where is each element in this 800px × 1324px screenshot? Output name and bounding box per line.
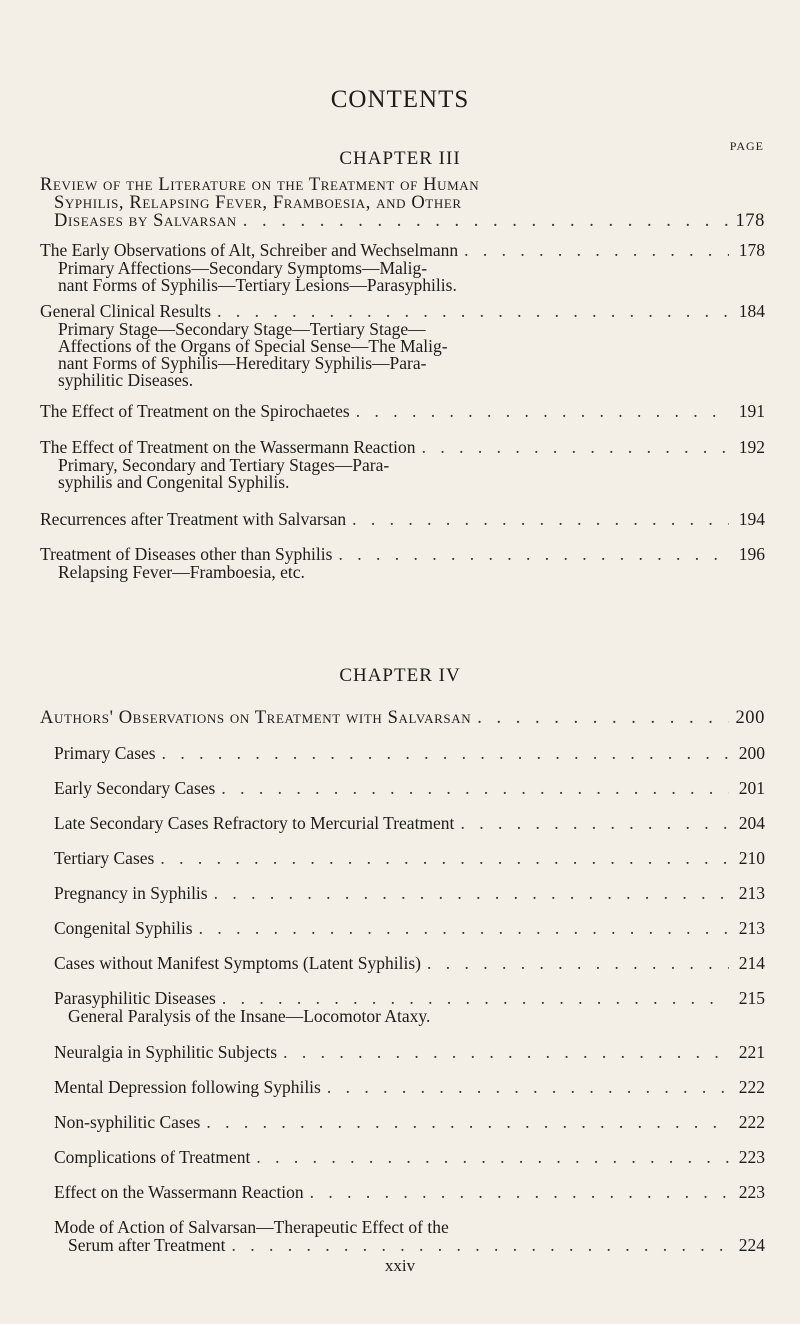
leader-dots: [458, 241, 729, 259]
toc-entry: [54, 954, 765, 972]
leader-dots: [471, 709, 729, 727]
general-subentries: [58, 321, 758, 389]
leader-dots: [454, 814, 729, 832]
sub-line: syphilis and Congenital Syphilis.: [58, 472, 290, 492]
leader-dots: [211, 302, 729, 320]
entry-page: 201: [738, 778, 765, 798]
entry-page: 204: [738, 813, 765, 833]
entry-page: 222: [738, 1077, 765, 1097]
chapter-3-heading: CHAPTER III: [339, 148, 461, 169]
page-title: CONTENTS: [330, 86, 470, 113]
entry-label: Parasyphilitic Diseases: [54, 988, 216, 1008]
wass-subentries: [58, 457, 758, 491]
recur-page: 194: [738, 509, 765, 529]
toc-entry: [54, 1043, 765, 1061]
toc-entry-authors: [40, 709, 765, 727]
mode-line-1: Mode of Action of Salvarsan—Therapeutic Effect of the: [54, 1217, 449, 1237]
general-label: General Clinical Results: [40, 301, 212, 321]
entry-page: 222: [738, 1112, 765, 1132]
sub-line: Relapsing Fever—Framboesia, etc.: [58, 562, 305, 582]
entry-label: Effect on the Wassermann Reaction: [54, 1182, 304, 1202]
entry-label: Early Secondary Cases: [54, 778, 216, 798]
leader-dots: [154, 849, 729, 867]
leader-dots: [237, 212, 729, 230]
entry-page: 215: [738, 988, 765, 1008]
leader-dots: [277, 1043, 729, 1061]
entry-page: 214: [738, 953, 765, 973]
sub-line: Primary Stage—Secondary Stage—Tertiary Stage—: [58, 319, 426, 339]
early-obs-subentries: [58, 260, 758, 294]
toc-entry: [54, 884, 765, 902]
entry-page: 223: [738, 1182, 765, 1202]
entry-page: 210: [738, 848, 765, 868]
review-line-3: Diseases by Salvarsan: [54, 211, 237, 231]
leader-dots: [216, 989, 729, 1007]
toc-entry-wassermann: [40, 438, 765, 456]
spiro-page: 191: [738, 401, 765, 421]
toc-entry-early-observations: [40, 241, 765, 259]
entry-label: Complications of Treatment: [54, 1147, 251, 1167]
leader-dots: [421, 954, 729, 972]
toc-entry: [54, 814, 765, 832]
chapter-4-heading: CHAPTER IV: [339, 665, 461, 686]
wass-page: 192: [738, 437, 765, 457]
early-obs-page: 178: [738, 240, 765, 260]
toc-entry: [54, 989, 765, 1007]
sub-line: General Paralysis of the Insane—Locomotor Ataxy.: [68, 1006, 431, 1026]
page-folio: xxiv: [384, 1256, 416, 1275]
sub-line: Primary, Secondary and Tertiary Stages—Para-: [58, 455, 390, 475]
leader-dots: [346, 510, 729, 528]
entry-label: Primary Cases: [54, 743, 156, 763]
mode-line-2: Serum after Treatment: [68, 1235, 226, 1255]
sub-line: nant Forms of Syphilis—Hereditary Syphilis—Para-: [58, 353, 427, 373]
authors-page: 200: [735, 708, 765, 728]
recur-label: Recurrences after Treatment with Salvarsan: [40, 509, 347, 529]
sub-line: Primary Affections—Secondary Symptoms—Malig-: [58, 258, 428, 278]
early-obs-label: The Early Observations of Alt, Schreiber and Wechselmann: [40, 240, 459, 260]
entry-label: Non-syphilitic Cases: [54, 1112, 201, 1132]
other-subentries: [58, 564, 758, 581]
toc-entry-mode-of-action: [54, 1218, 765, 1254]
sub-line: Affections of the Organs of Special Sense—The Malig-: [58, 336, 448, 356]
entry-page: 200: [738, 743, 765, 763]
review-line-1: Review of the Literature on the Treatment of Human: [40, 175, 480, 195]
entry-page: 213: [738, 883, 765, 903]
leader-dots: [250, 1148, 729, 1166]
toc-entry: [54, 1113, 765, 1131]
entry-label: Cases without Manifest Symptoms (Latent Syphilis): [54, 953, 421, 973]
mode-page: 224: [738, 1235, 765, 1255]
entry-label: Neuralgia in Syphilitic Subjects: [54, 1042, 278, 1062]
toc-entry-recurrences: [40, 510, 765, 528]
leader-dots: [200, 1113, 729, 1131]
entry-page: 213: [738, 918, 765, 938]
toc-entry: [54, 1183, 765, 1201]
toc-entry: [54, 779, 765, 797]
toc-entry: [54, 1078, 765, 1096]
leader-dots: [208, 884, 729, 902]
toc-entry-spirochaetes: [40, 402, 765, 420]
toc-entry: [54, 1148, 765, 1166]
entry-label: Mental Depression following Syphilis: [54, 1077, 321, 1097]
spiro-label: The Effect of Treatment on the Spirochaetes: [40, 401, 350, 421]
leader-dots: [156, 744, 729, 762]
entry-page: 223: [738, 1147, 765, 1167]
entry-page: 221: [738, 1042, 765, 1062]
other-page: 196: [738, 544, 765, 564]
entry-label: Late Secondary Cases Refractory to Mercurial Treatment: [54, 813, 455, 833]
authors-label: Authors' Observations on Treatment with Salvarsan: [40, 708, 472, 728]
leader-dots: [321, 1078, 729, 1096]
wass-label: The Effect of Treatment on the Wassermann Reaction: [40, 437, 416, 457]
entry-label: Tertiary Cases: [54, 848, 155, 868]
parasyph-subentries: [68, 1008, 768, 1025]
leader-dots: [225, 1236, 729, 1254]
review-page: 178: [735, 211, 765, 231]
toc-entry-general-results: [40, 302, 765, 320]
leader-dots: [215, 779, 729, 797]
entry-label: Congenital Syphilis: [54, 918, 193, 938]
sub-line: syphilitic Diseases.: [58, 370, 194, 390]
leader-dots: [304, 1183, 729, 1201]
general-page: 184: [738, 301, 765, 321]
sub-line: nant Forms of Syphilis—Tertiary Lesions—Parasyphilis.: [58, 275, 457, 295]
toc-entry-other-diseases: [40, 545, 765, 563]
leader-dots: [332, 545, 729, 563]
toc-entry: [54, 849, 765, 867]
leader-dots: [416, 438, 729, 456]
entry-label: Pregnancy in Syphilis: [54, 883, 208, 903]
page-column-label: PAGE: [729, 139, 764, 153]
review-line-2: Syphilis, Relapsing Fever, Framboesia, and Other: [54, 193, 462, 213]
toc-entry: [54, 919, 765, 937]
toc-entry-review: [40, 176, 765, 230]
leader-dots: [193, 919, 729, 937]
other-label: Treatment of Diseases other than Syphilis: [40, 544, 333, 564]
toc-entry: [54, 744, 765, 762]
leader-dots: [350, 402, 729, 420]
